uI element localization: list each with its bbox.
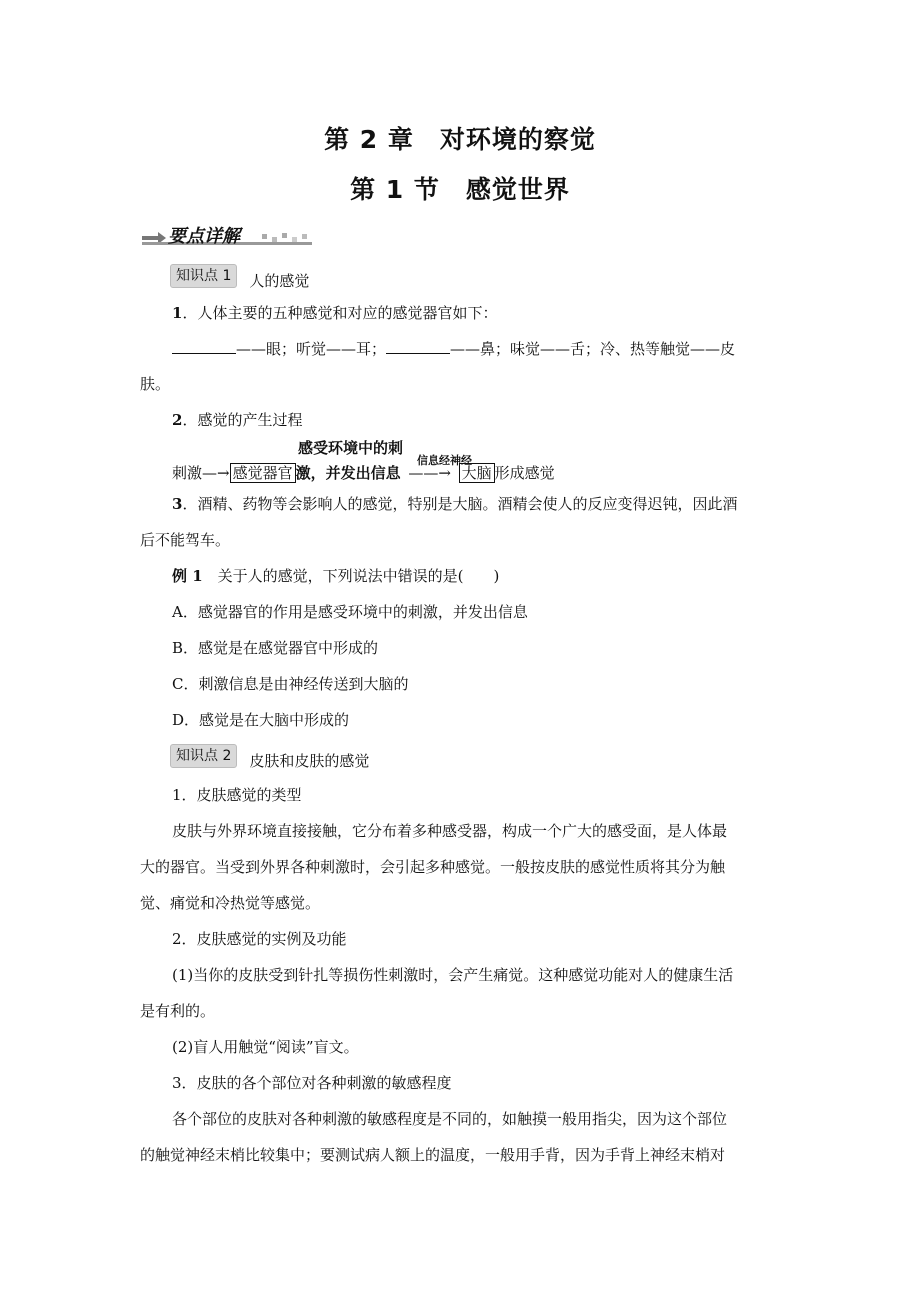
- flow-end: 形成感觉: [494, 464, 555, 482]
- kp1-item3-line2: 后不能驾车。: [140, 531, 231, 549]
- kp2-para-2-line-1: (1)当你的皮肤受到针扎等损伤性刺激时，会产生痛觉。这种感觉功能对人的健康生活: [172, 966, 734, 984]
- kp1-item2: 2．感觉的产生过程: [172, 411, 303, 429]
- section-title: 第 1 节 感觉世界: [350, 175, 570, 204]
- fill-blank: [172, 339, 236, 354]
- kp2-badge: 知识点 2: [170, 744, 237, 768]
- knowledge-point-2-header: [170, 744, 369, 768]
- example-1-option-d: D．感觉是在大脑中形成的: [172, 711, 350, 729]
- flow-upper-label: 感受环境中的刺: [298, 439, 404, 457]
- kp2-para-1-line-1: 皮肤与外界环境直接接触，它分布着多种感受器，构成一个广大的感受面，是人体最: [172, 822, 728, 840]
- flow-organ-box: 感觉器官: [230, 463, 296, 483]
- chapter-title: 第 2 章 对环境的察觉: [324, 125, 596, 154]
- kp2-heading-1: 1．皮肤感觉的类型: [172, 786, 302, 804]
- flow-brain-box: 大脑: [459, 463, 495, 483]
- kp1-item1: 1．人体主要的五种感觉和对应的感觉器官如下：: [172, 304, 498, 322]
- banner-label: 要点详解: [168, 226, 240, 247]
- flow-start: 刺激: [172, 464, 203, 482]
- kp2-para-4-line-2: 的触觉神经末梢比较集中；要测试病人额上的温度，一般用手背，因为手背上神经末梢对: [140, 1146, 726, 1164]
- example-1-option-c: C．刺激信息是由神经传送到大脑的: [172, 675, 409, 693]
- key-points-banner: [140, 220, 320, 246]
- sensation-flow: [172, 462, 555, 484]
- kp2-heading-3: 3．皮肤的各个部位对各种刺激的敏感程度: [172, 1074, 452, 1092]
- fill-blank: [386, 339, 450, 354]
- kp1-item1-line1: ——眼；听觉——耳； ——鼻；味觉——舌；冷、热等触觉——皮: [172, 339, 735, 359]
- knowledge-point-1-header: [170, 264, 309, 288]
- kp2-heading-2: 2．皮肤感觉的实例及功能: [172, 930, 347, 948]
- kp1-item3: 3．酒精、药物等会影响人的感觉，特别是大脑。酒精会使人的反应变得迟钝，因此酒: [172, 495, 738, 513]
- example-1-question: 例 1 关于人的感觉，下列说法中错误的是( ): [172, 567, 500, 585]
- kp2-para-1-line-2: 大的器官。当受到外界各种刺激时，会引起多种感觉。一般按皮肤的感觉性质将其分为触: [140, 858, 726, 876]
- kp2-para-3: (2)盲人用触觉“阅读”盲文。: [172, 1038, 359, 1056]
- arrow-right-icon: ——→: [408, 464, 451, 482]
- arrow-right-icon: —→: [202, 464, 230, 482]
- kp1-item1-line2: 肤。: [140, 375, 171, 393]
- kp1-badge: 知识点 1: [170, 264, 237, 288]
- flow-mid: 激，并发出信息: [295, 464, 401, 482]
- example-1-option-a: A．感觉器官的作用是感受环境中的刺激，并发出信息: [172, 603, 528, 621]
- example-1-option-b: B．感觉是在感觉器官中形成的: [172, 639, 379, 657]
- flow-arrow-label: 信息经神经: [417, 454, 472, 467]
- kp2-para-2-line-2: 是有利的。: [140, 1002, 216, 1020]
- kp1-title: 人的感觉: [249, 271, 310, 290]
- kp2-para-4-line-1: 各个部位的皮肤对各种刺激的敏感程度是不同的，如触摸一般用指尖，因为这个部位: [172, 1110, 728, 1128]
- kp2-para-1-line-3: 觉、痛觉和冷热觉等感觉。: [140, 894, 321, 912]
- kp2-title: 皮肤和皮肤的感觉: [249, 751, 370, 770]
